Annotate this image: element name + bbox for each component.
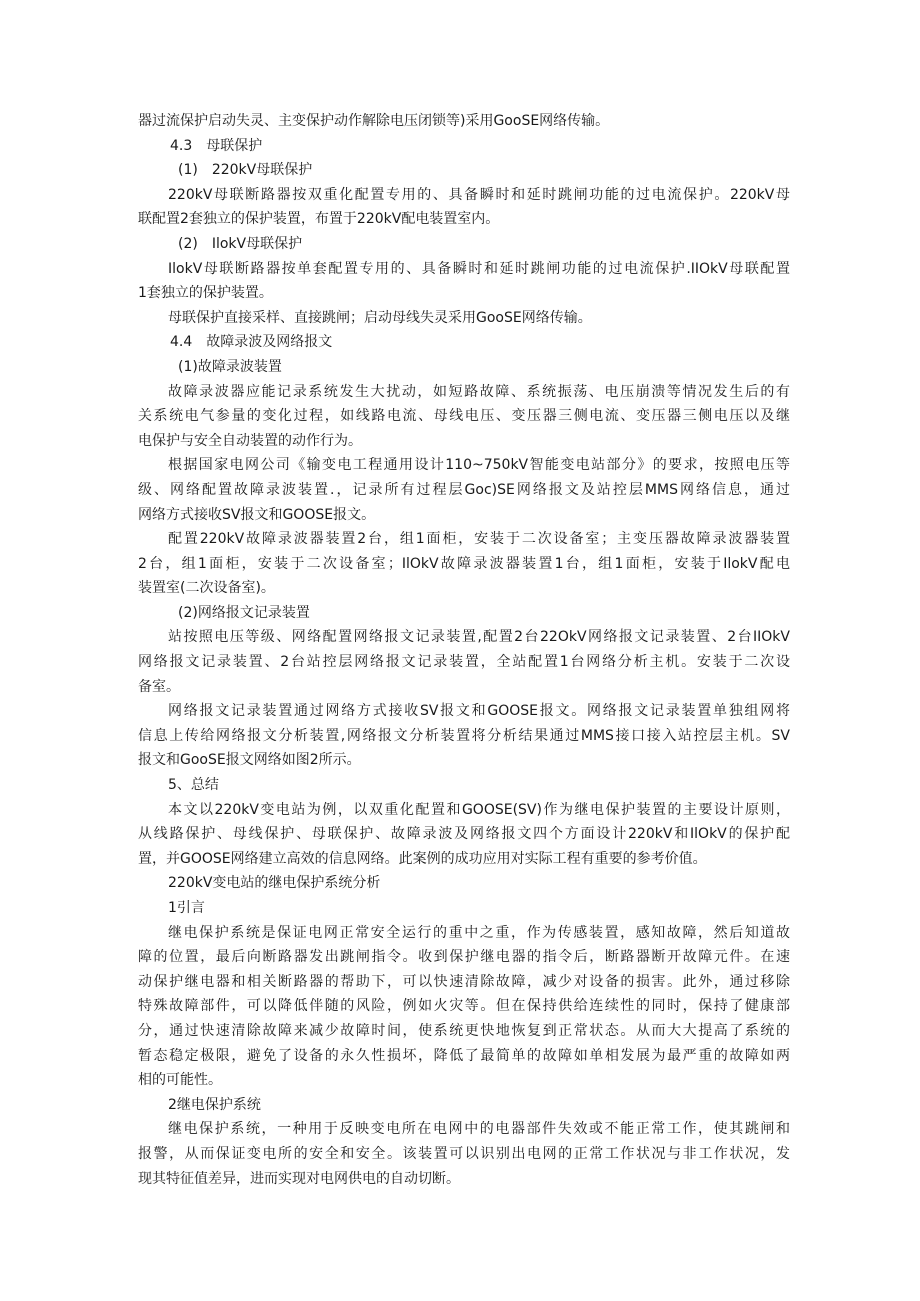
text-line: 本文以220kV变电站为例，以双重化配置和GOOSE(SV)作为继电保护装置的主要设计原则， — [168, 801, 790, 818]
text-line: 相的可能性。 — [138, 1072, 222, 1089]
text-line: 电保护与安全自动装置的动作行为。 — [138, 432, 362, 449]
text-line: 1套独立的保护装置。 — [138, 285, 273, 302]
text-line: (2)网络报文记录装置 — [178, 604, 310, 621]
text-line: 备室。 — [138, 678, 180, 695]
text-line: 关系统电气参量的变化过程，如线路电流、母线电压、变压器三侧电流、变压器三侧电压以及继 — [138, 408, 790, 425]
text-line: 报警，从而保证变电所的安全和安全。该装置可以识别出电网的正常工作状况与非工作状况，发 — [138, 1145, 790, 1162]
text-line: 级、网络配置故障录波装置.，记录所有过程层Goc)SE网络报文及站控层MMS网络信息，通过 — [138, 481, 790, 498]
text-line: 现其特征值差异，进而实现对电网供电的自动切断。 — [138, 1170, 460, 1187]
text-line: 联配置2套独立的保护装置，布置于220kV配电装置室内。 — [138, 211, 500, 228]
text-line: 网络方式接收SV报文和GOOSE报文。 — [138, 506, 376, 523]
text-line: 暂态稳定极限，避免了设备的永久性损坏，降低了最简单的故障如单相发展为最严重的故障如两 — [138, 1047, 790, 1064]
text-line: 2台，组1面柜，安装于二次设备室；IlOkV故障录波器装置1台，组1面柜，安装于IlokV配电 — [138, 555, 790, 572]
text-line: 器过流保护启动失灵、主变保护动作解除电压闭锁等)采用GooSE网络传输。 — [138, 113, 610, 129]
text-line: 2继电保护系统 — [168, 1096, 261, 1113]
text-line: 5、总结 — [168, 777, 219, 794]
text-line: 继电保护系统，一种用于反映变电所在电网中的电器部件失效或不能正常工作，使其跳闸和 — [168, 1121, 790, 1138]
text-line: 特殊故障部件，可以降低伴随的风险，例如火灾等。但在保持供给连续性的同时，保持了健康部 — [138, 998, 790, 1015]
text-line: 动保护继电器和相关断路器的帮助下，可以快速清除故障，减少对设备的损害。此外，通过移除 — [138, 973, 790, 990]
text-line: 网络报文记录装置、2台站控层网络报文记录装置，全站配置1台网络分析主机。安装于二次设 — [138, 654, 790, 671]
text-line: 从线路保护、母线保护、母联保护、故障录波及网络报文四个方面设计220kV和IlOkV的保护配 — [138, 826, 790, 843]
text-line: 障的位置，最后向断路器发出跳闸指令。收到保护继电器的指令后，断路器断开故障元件。在速 — [138, 949, 790, 966]
text-line: (1)故障录波装置 — [178, 358, 282, 375]
text-line: 信息上传给网络报文分析装置,网络报文分析装置将分析结果通过MMS接口接入站控层主机。SV — [138, 727, 790, 744]
text-line: 根据国家电网公司《输变电工程通用设计110~750kV智能变电站部分》的要求，按照电压等 — [168, 457, 790, 474]
text-line: 置，并GOOSE网络建立高效的信息网络。此案例的成功应用对实际工程有重要的参考价值。 — [138, 850, 707, 867]
text-line: 分，通过快速清除故障来减少故障时间，使系统更快地恢复到正常状态。从而大大提高了系统的 — [138, 1022, 790, 1039]
text-line: 母联保护直接采样、直接跳闸；启动母线失灵采用GooSE网络传输。 — [168, 309, 592, 326]
text-line: IlokV母联断路器按单套配置专用的、具备瞬时和延时跳闸功能的过电流保护.IIOkV母联配置 — [168, 260, 790, 277]
text-line: 220kV母联断路器按双重化配置专用的、具备瞬时和延时跳闸功能的过电流保护。220kV母 — [168, 186, 790, 203]
text-line: 1引言 — [168, 900, 205, 916]
text-line: 网络报文记录装置通过网络方式接收SV报文和GOOSE报文。网络报文记录装置单独组网将 — [168, 703, 790, 720]
document-body — [138, 109, 790, 1191]
text-line: 4.3 母联保护 — [170, 137, 263, 154]
text-line: 配置220kV故障录波器装置2台，组1面柜，安装于二次设备室；主变压器故障录波器装置 — [168, 531, 790, 548]
text-line: 4.4 故障录波及网络报文 — [170, 334, 333, 351]
text-line: 故障录波器应能记录系统发生大扰动，如短路故障、系统振荡、电压崩溃等情况发生后的有 — [168, 383, 790, 400]
text-line: 220kV变电站的继电保护系统分析 — [168, 875, 381, 892]
text-line: 站按照电压等级、网络配置网络报文记录装置,配置2台22OkV网络报文记录装置、2台IIOkV — [168, 629, 790, 646]
text-line: (1) 220kV母联保护 — [178, 162, 313, 179]
text-line: 报文和GooSE报文网络如图2所示。 — [138, 752, 361, 769]
text-line: 装置室(二次设备室)。 — [138, 580, 275, 597]
text-line: 继电保护系统是保证电网正常安全运行的重中之重，作为传感装置，感知故障，然后知道故 — [168, 924, 790, 941]
text-line: (2) IlokV母联保护 — [178, 235, 303, 252]
